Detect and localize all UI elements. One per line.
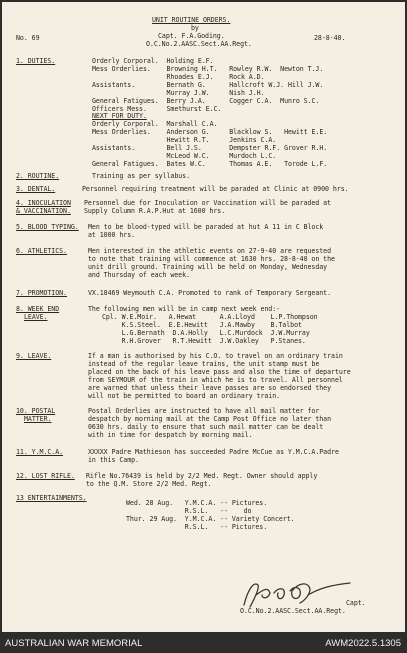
section-text: Rifle No.76439 is held by 2/2 Med. Regt. Owner should apply bbox=[86, 472, 318, 480]
section-heading: 12. LOST RIFLE. bbox=[16, 472, 75, 480]
order-date: 28-8-40. bbox=[314, 34, 346, 42]
section-heading-cont: LEAVE. bbox=[24, 313, 48, 321]
section-text: Training as per syllabus. bbox=[92, 172, 190, 180]
next-for-duty-label: NEXT FOR DUTY. bbox=[92, 112, 147, 120]
section-text: despatch by morning mail at the Camp Post Office no later than bbox=[88, 415, 332, 423]
section-heading: 7. PROMOTION. bbox=[16, 289, 67, 297]
section-text: and Thursday of each week. bbox=[88, 271, 190, 279]
next-duty-line: Hewitt R.T. Jenkins C.A. bbox=[92, 136, 277, 144]
section-heading: 10. POSTAL bbox=[16, 407, 56, 415]
section-text: placed on the back of his leave pass and also the time of departure bbox=[88, 368, 351, 376]
section-text: Personnel requiring treatment will be paraded at Clinic at 0900 hrs. bbox=[82, 185, 349, 193]
issuer-name: Capt. F.A.Goding. bbox=[158, 32, 225, 40]
section-heading: 3. DENTAL. bbox=[16, 185, 56, 193]
signoff-unit: O.C.No.2.AASC.Sect.AA.Regt. bbox=[240, 607, 346, 615]
section-heading: 8. WEEK END bbox=[16, 305, 60, 313]
section-text: Postal Orderlies are instructed to have all mail matter for bbox=[88, 407, 320, 415]
duties-line: Mess Orderlies. Browning H.T. Rowley R.W. Newton T.J. bbox=[92, 65, 324, 73]
section-heading: 9. LEAVE. bbox=[16, 352, 52, 360]
week-end-names: K.S.Steel. E.E.Hewitt J.A.Mawby B.Talbot bbox=[102, 321, 302, 329]
next-duty-line: Orderly Corporal. Marshall C.A. bbox=[92, 120, 218, 128]
section-heading: 2. ROUTINE. bbox=[16, 172, 60, 180]
duties-line: Assistants. Bernath G. Hallcroft W.J. Hill J.W. bbox=[92, 81, 324, 89]
section-text: Personnel due for Inoculation or Vaccination will be paraded at bbox=[84, 199, 331, 207]
section-heading-cont: MATTER. bbox=[24, 415, 52, 423]
section-text: with in time for despatch by morning mail. bbox=[88, 431, 253, 439]
archive-footer bbox=[0, 634, 407, 653]
section-text: Men to be blood-typed will be paraded at hut A 11 in C Block bbox=[88, 223, 324, 231]
section-text: XXXXX Padre Mathieson has succeeded Padre McCue as Y.M.C.A.Padre bbox=[88, 448, 339, 456]
section-text: unit drill ground. Training will be held on Monday, Wednesday bbox=[88, 263, 328, 271]
entertainment-line: R.S.L. -- do bbox=[126, 507, 252, 515]
section-text: Supply Column R.A.P.Hut at 1600 hrs. bbox=[84, 207, 226, 215]
entertainment-line: R.S.L. -- Pictures. bbox=[126, 523, 268, 531]
section-text: will not be permitted to board an ordinary train. bbox=[88, 392, 281, 400]
section-heading: 5. BLOOD TYPING. bbox=[16, 223, 79, 231]
section-heading: 11. Y.M.C.A. bbox=[16, 448, 64, 456]
next-duty-line: McLeod W.C. Murdoch L.C. bbox=[92, 152, 277, 160]
next-duty-line: General Fatigues. Bates W.C. Thomas A.E. Torode L.F. bbox=[92, 160, 328, 168]
entertainment-line: Wed. 28 Aug. Y.M.C.A. -- Pictures. bbox=[126, 499, 268, 507]
section-heading-cont: & VACCINATION. bbox=[16, 207, 71, 215]
section-text: instead of the regular leave trains, the unit stamp must be bbox=[88, 360, 320, 368]
section-text: If a man is authorised by his C.O. to travel on an ordinary train bbox=[88, 352, 343, 360]
week-end-intro: The following men will be in camp next week end:- bbox=[88, 305, 281, 313]
document-title: UNIT ROUTINE ORDERS. bbox=[152, 16, 231, 24]
section-text: 0630 hrs. daily to ensure that such mail matter can be dealt bbox=[88, 423, 324, 431]
section-text: from SEYMOUR of the train in which he is to travel. All personnel bbox=[88, 376, 343, 384]
section-text: to note that training will commence at 1630 hrs. 28-8-40 on the bbox=[88, 255, 335, 263]
document-page bbox=[2, 2, 405, 632]
section-text: at 1000 hrs. bbox=[88, 231, 136, 239]
issuer-unit: O.C.No.2.AASC.Sect.AA.Regt. bbox=[146, 40, 252, 48]
week-end-names: Cpl. W.E.Moir. A.Hewat A.A.Lloyd L.P.Thompson bbox=[102, 313, 318, 321]
section-text: are warned that unless their leave passes are so endorsed they bbox=[88, 384, 332, 392]
duties-heading: 1. DUTIES. bbox=[16, 57, 56, 65]
duties-line: General Fatigues. Berry J.A. Cogger C.A. Munro S.C. bbox=[92, 97, 320, 105]
next-duty-line: Assistants. Bell J.S. Dempster R.F. Grover R.H. bbox=[92, 144, 328, 152]
next-duty-line: Mess Orderlies. Anderson G. Blacklow S. Hewitt E.E. bbox=[92, 128, 328, 136]
section-heading: 4. INOCULATION bbox=[16, 199, 71, 207]
duties-line: Rhoades E.J. Rock A.D. bbox=[92, 73, 265, 81]
section-text: Men interested in the athletic events on 27-9-40 are requested bbox=[88, 247, 332, 255]
archive-name: AUSTRALIAN WAR MEMORIAL bbox=[5, 638, 143, 649]
signoff-rank: Capt. bbox=[346, 599, 366, 607]
order-number: No. 69 bbox=[16, 34, 40, 42]
section-text: to the Q.M. Store 2/2 Med. Regt. bbox=[86, 480, 212, 488]
section-text: in this Camp. bbox=[88, 456, 139, 464]
duties-line: Orderly Corporal. Holding E.F. bbox=[92, 57, 214, 65]
week-end-names: L.G.Bernath D.A.Holly L.C.Murdock J.W.Murray bbox=[102, 329, 310, 337]
duties-line: Officers Mess. Smethurst E.C. bbox=[92, 105, 222, 113]
archive-reference: AWM2022.5.1305 bbox=[325, 638, 401, 649]
by-line: by bbox=[191, 24, 199, 32]
week-end-names: R.H.Grover R.T.Hewitt J.W.Oakley P.Stanes. bbox=[102, 337, 306, 345]
section-heading: 13 ENTERTAINMENTS. bbox=[16, 494, 87, 502]
duties-line: Murray J.W. Nish J.H. bbox=[92, 89, 265, 97]
section-heading: 6. ATHLETICS. bbox=[16, 247, 67, 255]
section-text: VX.18469 Weymouth C.A. Promoted to rank of Temporary Sergeant. bbox=[88, 289, 332, 297]
entertainment-line: Thur. 29 Aug. Y.M.C.A. -- Variety Concert. bbox=[126, 515, 295, 523]
